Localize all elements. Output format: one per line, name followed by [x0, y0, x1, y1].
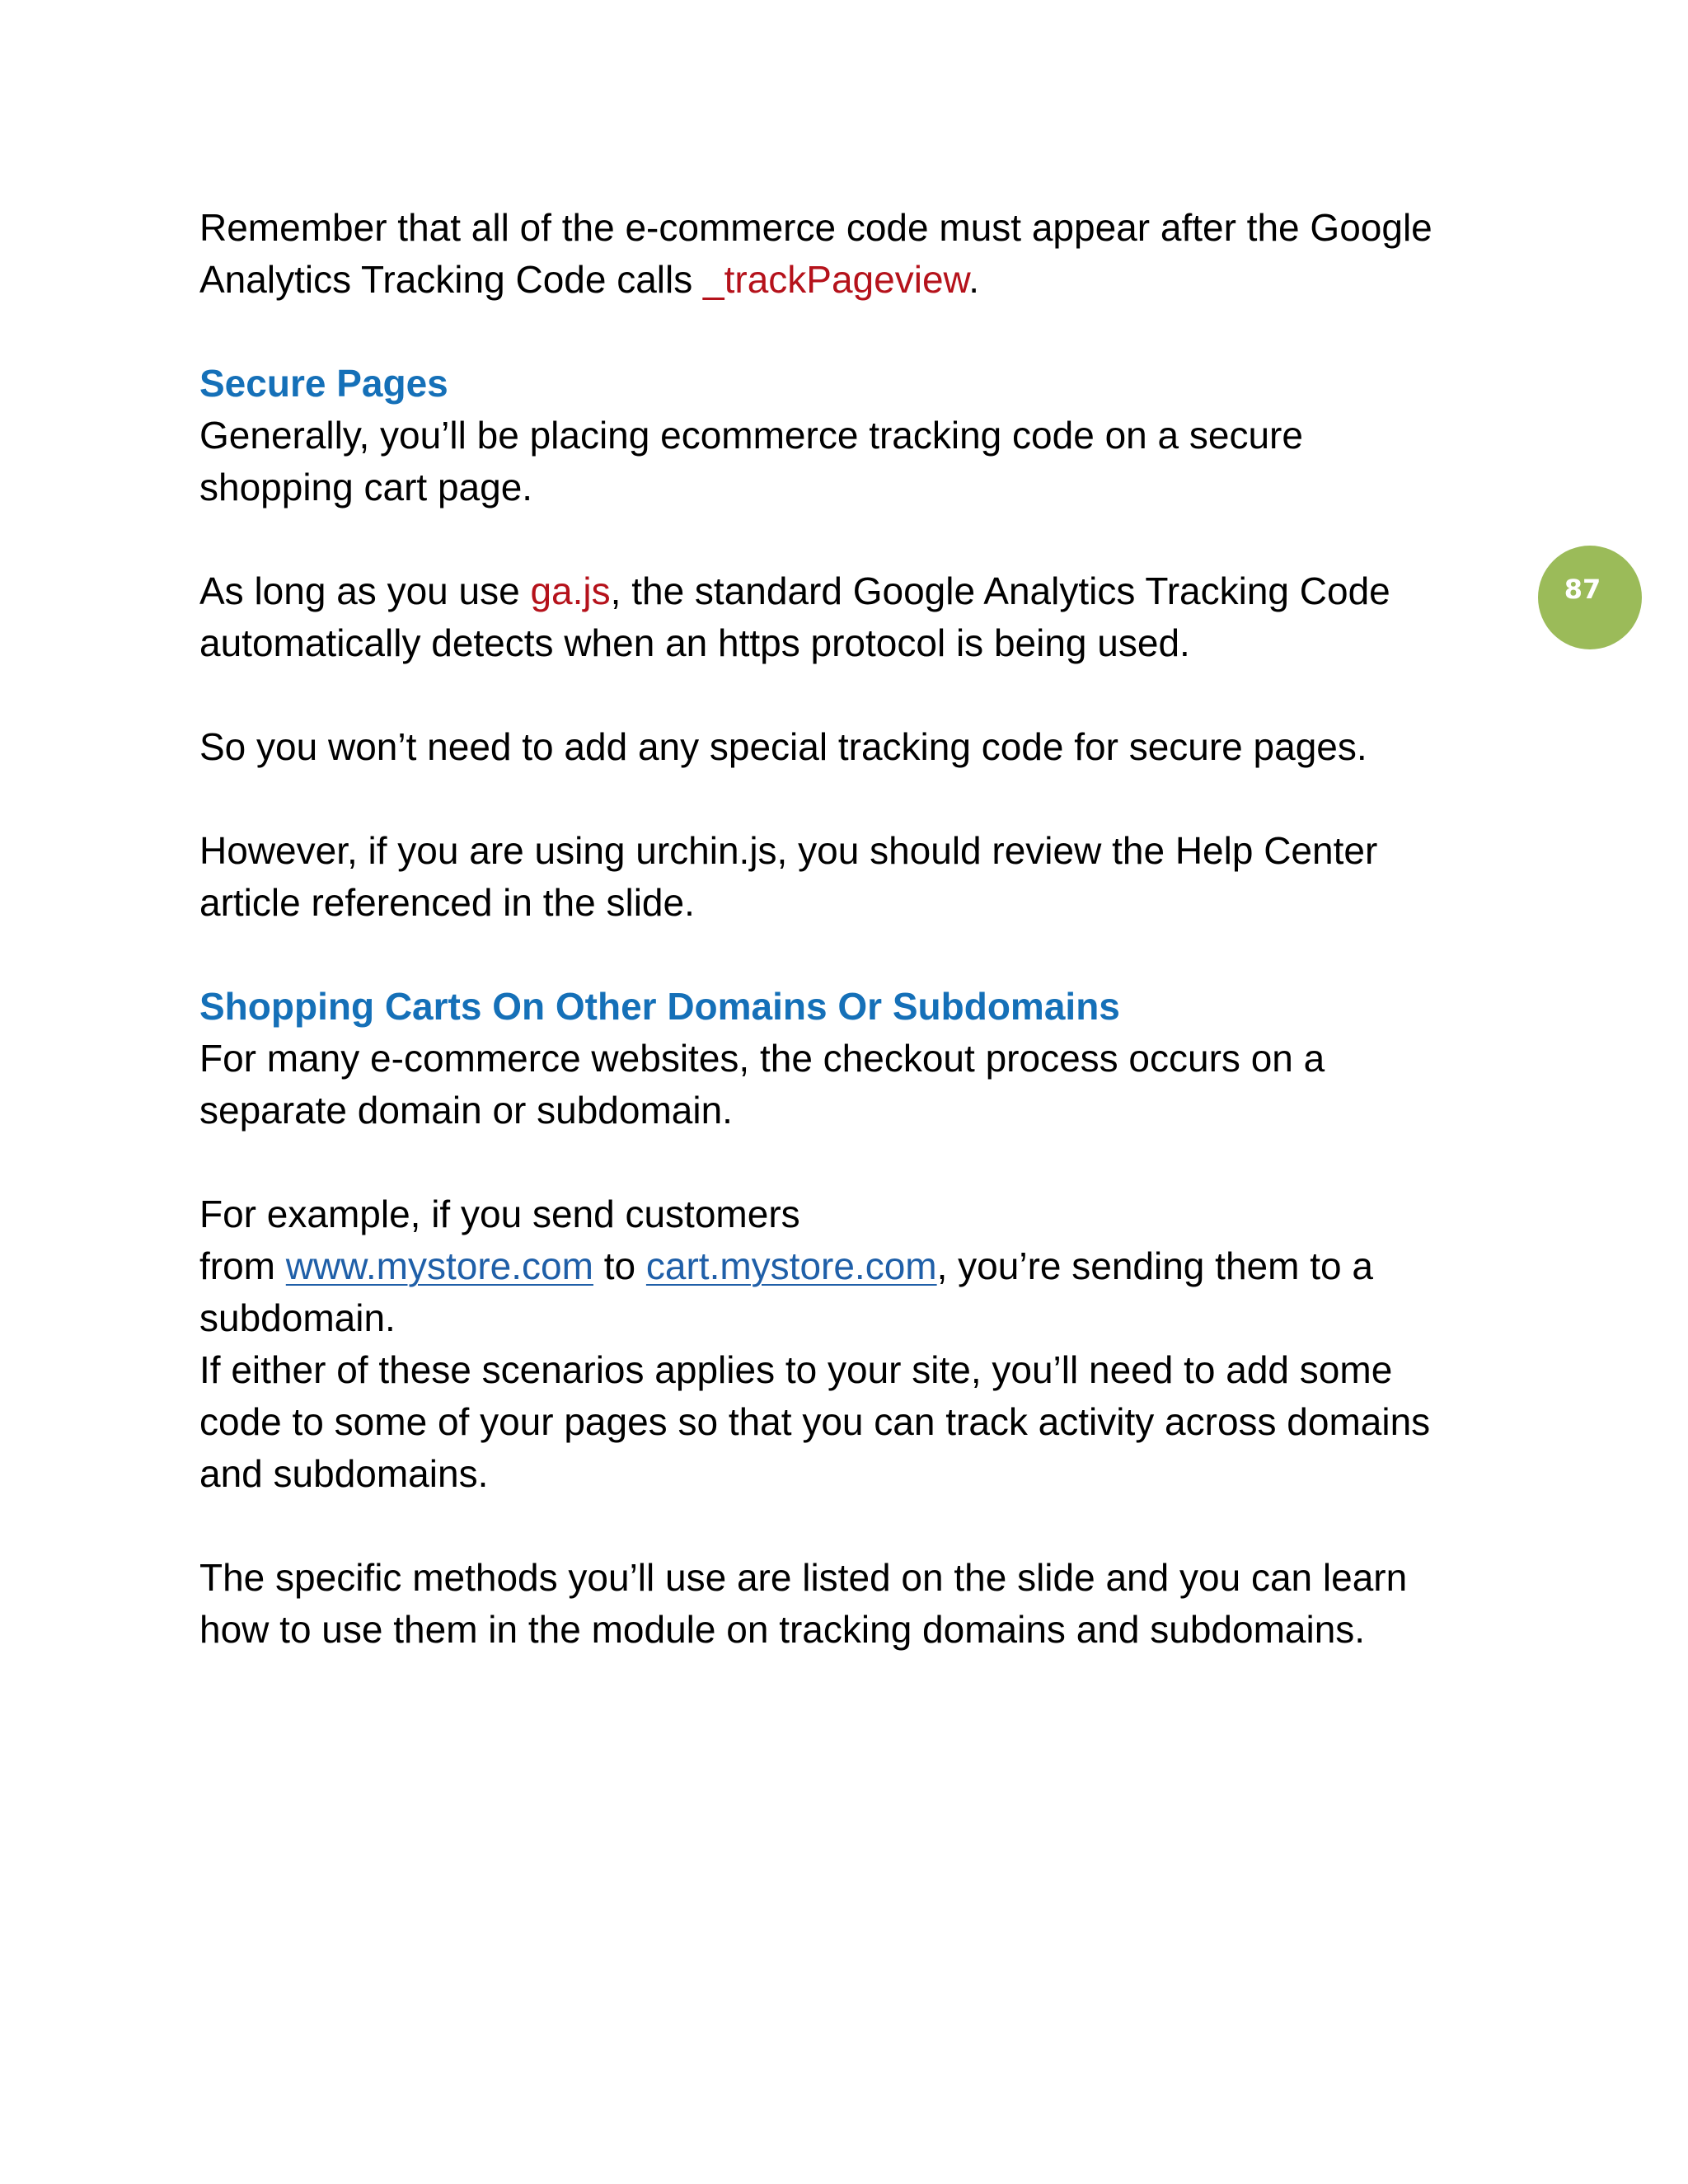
shopping-carts-paragraph-3: [199, 1344, 1502, 1500]
secure-p1-line-2: shopping cart page.: [199, 466, 533, 509]
carts-p2-end: , you’re sending them to a: [936, 1244, 1373, 1287]
secure-pages-paragraph-2: [199, 565, 1502, 669]
trackpageview-code: _trackPageview: [703, 258, 969, 301]
intro-line-2-end: .: [968, 258, 979, 301]
secure-p4-line-1: However, if you are using urchin.js, you should review the Help Center: [199, 829, 1378, 872]
shopping-carts-paragraph-2: [199, 1188, 1502, 1344]
shopping-carts-paragraph-4: [199, 1552, 1502, 1656]
secure-p2-text: As long as you use: [199, 569, 531, 612]
carts-p4-line-2: how to use them in the module on tracking domains and subdomains.: [199, 1608, 1366, 1651]
cart-mystore-link[interactable]: cart.mystore.com: [645, 1244, 937, 1287]
secure-p2-text-end: , the standard Google Analytics Tracking Code: [610, 569, 1390, 612]
carts-p4-line-1: The specific methods you’ll use are listed on the slide and you can learn: [199, 1556, 1408, 1599]
secure-p1-line-1: Generally, you’ll be placing ecommerce tracking code on a secure: [199, 414, 1303, 457]
ga-js-code: ga.js: [530, 569, 611, 612]
carts-p2-line-1: For example, if you send customers: [199, 1193, 800, 1235]
carts-p3-line-1: If either of these scenarios applies to your site, you’ll need to add some: [199, 1348, 1393, 1391]
intro-paragraph: [199, 202, 1502, 306]
intro-line-2-text: Analytics Tracking Code calls: [199, 258, 704, 301]
carts-p1-line-1: For many e-commerce websites, the checkout process occurs on a: [199, 1037, 1325, 1080]
carts-p3-line-3: and subdomains.: [199, 1452, 489, 1495]
secure-pages-paragraph-3: So you won’t need to add any special tracking code for secure pages.: [199, 725, 1367, 768]
secure-p4-line-2: article referenced in the slide.: [199, 881, 695, 924]
page-number: 87: [1564, 574, 1601, 605]
page-body: [199, 202, 1502, 1656]
secure-pages-paragraph-1: [199, 410, 1502, 513]
carts-p2-line-3: subdomain.: [199, 1296, 396, 1339]
mystore-link[interactable]: www.mystore.com: [285, 1244, 593, 1287]
shopping-carts-heading: Shopping Carts On Other Domains Or Subdomains: [199, 985, 1120, 1028]
carts-p1-line-2: separate domain or subdomain.: [199, 1089, 733, 1132]
shopping-carts-paragraph-1: [199, 1033, 1502, 1137]
secure-p2-line-2: automatically detects when an https protocol is being used.: [199, 621, 1190, 664]
secure-pages-heading: Secure Pages: [199, 362, 448, 405]
page-number-badge: [1538, 546, 1642, 649]
intro-line-1: Remember that all of the e-commerce code must appear after the Google: [199, 206, 1432, 249]
carts-p2-from: from: [199, 1244, 286, 1287]
carts-p2-to: to: [593, 1244, 646, 1287]
secure-pages-paragraph-4: [199, 825, 1502, 929]
carts-p3-line-2: code to some of your pages so that you can track activity across domains: [199, 1400, 1431, 1443]
